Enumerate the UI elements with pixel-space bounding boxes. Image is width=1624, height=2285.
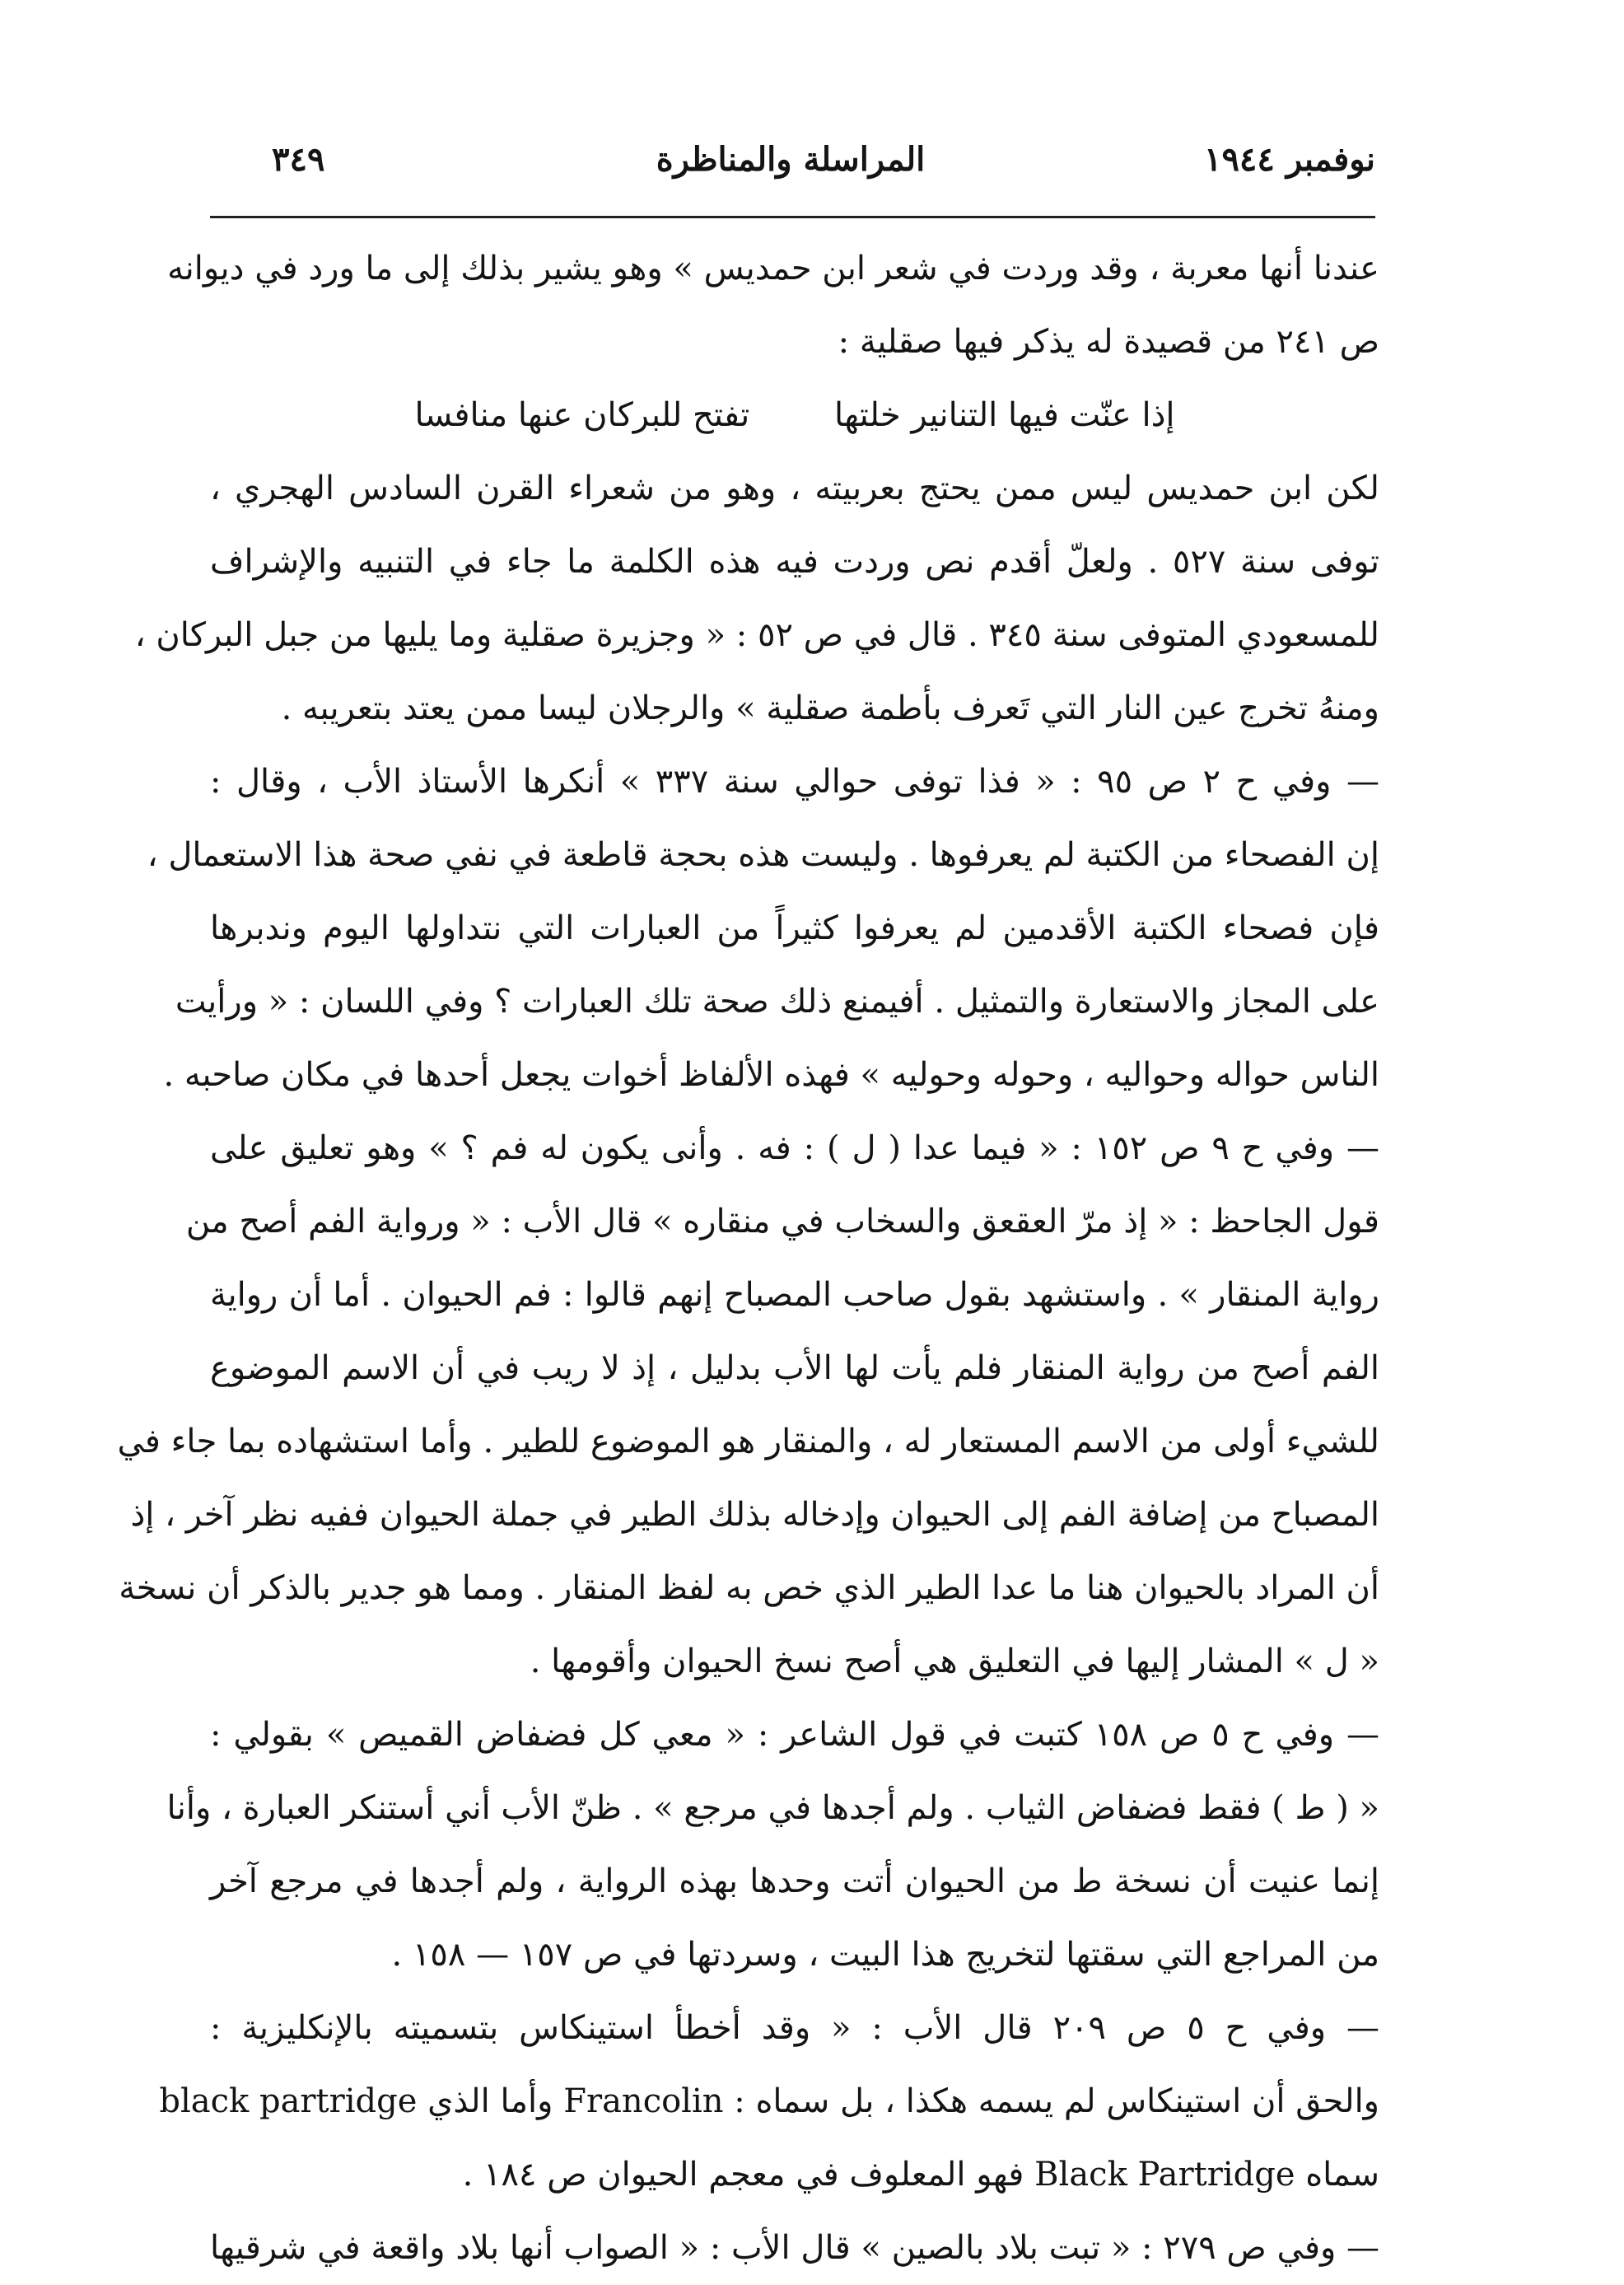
- header-rule: [210, 216, 1375, 218]
- header-title: المراسلة والمناظرة: [656, 140, 926, 179]
- text-line: توفى سنة ٥٢٧ . ولعلّ أقدم نص وردت فيه هذه الكلمة ما جاء في التنبيه والإشراف: [210, 543, 1380, 581]
- poem-hemistich-2: تفتح للبركان عنها منافسا: [414, 396, 750, 434]
- text-line: للمسعودي المتوفى سنة ٣٤٥ . قال في ص ٥٢ : « وجزيرة صقلية وما يليها من جبل البركان ،: [134, 616, 1379, 654]
- text-line: فإن فصحاء الكتبة الأقدمين لم يعرفوا كثيراً من العبارات التي نتداولها اليوم وندبرها: [210, 909, 1379, 947]
- text-line: [159, 2065, 1379, 2138]
- page-number: ٣٤٩: [272, 140, 325, 179]
- text-line: إنما عنيت أن نسخة ط من الحيوان أتت وحدها بهذه الرواية ، ولم أجدها في مرجع آخر: [210, 1862, 1379, 1900]
- english-term: black partridge: [159, 2082, 418, 2120]
- text-line: من المراجع التي سقتها لتخريج هذا البيت ، وسردتها في ص ١٥٧ — ١٥٨ .: [391, 1936, 1379, 1974]
- text-line: — وفي ح ٩ ص ١٥٢ : « فيما عدا ( ل ) : فه . وأنى يكون له فم ؟ » وهو تعليق على: [210, 1129, 1379, 1167]
- text-line: المصباح من إضافة الفم إلى الحيوان وإدخاله بذلك الطير في جملة الحيوان ففيه نظر آخر ، إذ: [130, 1496, 1379, 1534]
- text-line: لكن ابن حمديس ليس ممن يحتج بعربيته ، وهو من شعراء القرن السادس الهجري ،: [210, 470, 1379, 507]
- poem-verse: [210, 379, 1379, 452]
- poem-hemistich-1: إذا عنّت فيها التنانير خلتها: [834, 396, 1175, 434]
- text-line: سماه Black Partridge فهو المعلوف في معجم الحيوان ص ١٨٤ .: [462, 2156, 1379, 2194]
- text-line: على المجاز والاستعارة والتمثيل . أفيمنع ذلك صحة تلك العبارات ؟ وفي اللسان : « ورأيت: [175, 983, 1379, 1021]
- page-header: [206, 140, 1375, 198]
- text-line: إن الفصحاء من الكتبة لم يعرفوها . وليست هذه بحجة قاطعة في نفي صحة هذا الاستعمال ،: [147, 836, 1379, 874]
- text-line: أن المراد بالحيوان هنا ما عدا الطير الذي خص به لفظ المنقار . ومما هو جدير بالذكر أن نسخة: [119, 1569, 1379, 1607]
- text-line: — وفي ح ٢ ص ٩٥ : « فذا توفى حوالي سنة ٣٣٧ » أنكرها الأستاذ الأب ، وقال :: [210, 763, 1379, 801]
- text-line: للشيء أولى من الاسم المستعار له ، والمنقار هو الموضوع للطير . وأما استشهاده بما جاء في: [117, 1423, 1379, 1460]
- text-line: رواية المنقار » . واستشهد بقول صاحب المصباح إنهم قالوا : فم الحيوان . أما أن رواية: [210, 1276, 1379, 1314]
- header-date: نوفمبر ١٩٤٤: [1203, 140, 1375, 179]
- text-line: — وفي ح ٥ ص ٢٠٩ قال الأب : « وقد أخطأ استينكاس بتسميته بالإنكليزية :: [210, 2009, 1379, 2047]
- text-line: « ل » المشار إليها في التعليق هي أصح نسخ الحيوان وأقومها .: [530, 1642, 1379, 1680]
- line-text: والحق أن استينكاس لم يسمه هكذا ، بل سماه : Francolin وأما الذي: [427, 2082, 1379, 2120]
- text-line: — وفي ح ٥ ص ١٥٨ كتبت في قول الشاعر : « معي كل فضفاض القميص » بقولي :: [210, 1716, 1379, 1754]
- text-line: « ( ط ) فقط فضفاض الثياب . ولم أجدها في مرجع » . ظنّ الأب أني أستنكر العبارة ، وأنا: [166, 1789, 1379, 1827]
- text-line: الناس حواله وحواليه ، وحوله وحوليه » فهذه الألفاظ أخوات يجعل أحدها في مكان صاحبه .: [163, 1056, 1379, 1094]
- body-text: [117, 232, 1380, 2285]
- text-line: عندنا أنها معربة ، وقد وردت في شعر ابن حمديس » وهو يشير بذلك إلى ما ورد في ديوانه: [167, 250, 1379, 287]
- text-line: ومنهُ تخرج عين النار التي تَعرف بأطمة صقلية » والرجلان ليسا ممن يعتد بتعريبه .: [281, 689, 1379, 727]
- text-line: ص ٢٤١ من قصيدة له يذكر فيها صقلية :: [838, 323, 1379, 361]
- text-line: — وفي ص ٢٧٩ : « تبت بلاد بالصين » قال الأب : « الصواب أنها بلاد واقعة في شرقيها: [210, 2229, 1380, 2267]
- text-line: الفم أصح من رواية المنقار فلم يأت لها الأب بدليل ، إذ لا ريب في أن الاسم الموضوع: [210, 1349, 1379, 1387]
- text-line: قول الجاحظ : « إذ مرّ العقعق والسخاب في منقاره » قال الأب : « ورواية الفم أصح من: [185, 1203, 1379, 1241]
